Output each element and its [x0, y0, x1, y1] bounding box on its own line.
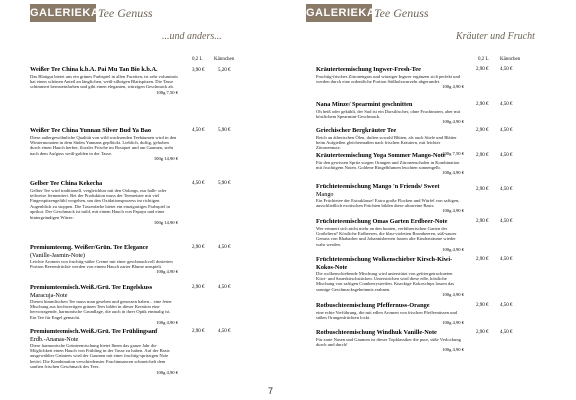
item-price-100g: 100g 7,50 € [442, 150, 464, 156]
item-price-100g: 100g 4,90 € [156, 320, 178, 326]
item-subtitle: Kokos-Note [316, 263, 348, 271]
item-title: Weißer Tee China Yunnan Silver Bud Ya Bao [30, 127, 152, 134]
price-cup: 2,90 € [476, 67, 489, 72]
price-cup: 2,90 € [192, 245, 205, 250]
price-cup: 2,90 € [476, 128, 489, 133]
menu-item [316, 256, 531, 298]
item-price-100g: 100g 4,90 € [442, 247, 464, 253]
item-title: Kräuterteemischung Yoga Sommer Mango-Note [316, 152, 446, 159]
price-pot: 5,90 € [218, 181, 231, 186]
price-pot: 4,50 € [218, 245, 231, 250]
menu-item [30, 244, 245, 275]
item-price-100g: 100g 14,90 € [153, 156, 178, 162]
price-cup: 2,90 € [476, 102, 489, 107]
logo: GALERIEKA [306, 4, 372, 22]
item-description: Diese harmonische Grünteemischung bietet Ihnen das ganze Jahr die Möglichkeit einen Hauch von Frühling in der Tasse zu haben. Auf der Basis ausgewählter Grüntees wird der Gaumen mit einer fruchtig-spritzigen Note betört. Die Kombination verschiedenster Fruchtnuancen schmeichelt dem sanften frischen Geschmack des Tees. [30, 342, 170, 370]
item-title: Premiumteemisch.Weiß./Grü. Tee Frühlingsanf [30, 328, 158, 335]
menu-item [316, 152, 531, 176]
price-pot: 5,90 € [218, 128, 231, 133]
item-price-100g: 100g 4,90 € [442, 84, 464, 90]
price-pot: 4,50 € [500, 303, 513, 308]
right-header [306, 4, 556, 22]
item-price-100g: 100g 4,90 € [442, 170, 464, 176]
item-description: Oh heiß oder gekühlt, der Sud ist ein Durstlöscher, ohne Fruchtnoten, aber mit köstlichem Spearmint-Geschmack. [316, 108, 461, 119]
item-description: Die wolkenschiebende Mischung wird unterstützt von gefriergetrockneten Kiwi- und Sauerkirschstücken. Unterstrichen wird diese edle, köstliche Mischung von saftigen Cranberrystreifen. Knackige Kokoschips lassen das sonnige Geschmacksgeheimnis erahnen. [316, 270, 455, 292]
column-header-cup: 0,2 L [192, 57, 203, 62]
item-price-100g: 100g 4,90 € [442, 320, 464, 326]
price-cup: 2,90 € [476, 153, 489, 158]
item-price-100g: 100g 4,90 € [442, 347, 464, 353]
price-pot: 4,50 € [500, 257, 513, 262]
item-title: Rotbuschteemischung Pfeffernuss-Orange [316, 302, 430, 309]
page-subtitle: Kräuter und Frucht [456, 31, 535, 42]
menu-item [316, 218, 531, 253]
item-price-100g: 100g 4,90 € [442, 119, 464, 125]
item-title: Gelber Tee China Kekecha [30, 180, 103, 187]
menu-item [30, 328, 245, 375]
item-description: Diesen himmlischen Tee muss man gesehen und genossen haben... eine feine Mischung aus hochwertigen grünen Tees bildet in dieser Kreation eine hervorragende, harmonische Grundlage, die auch in ihrer Optik einmalig ist. Ein Tee für Engel gemacht. [30, 298, 172, 320]
item-subtitle: Maracuja-Note [30, 291, 68, 299]
menu-item [316, 66, 531, 90]
item-description: Diese außergewöhnliche Qualität von wild wachsenden Teebäumen wird in den Wintermonaten in dem Süden Yunnans gepflückt. Lieblich, duftig, gehoben durch einen Hauch herber, floraler Frische im Bouquet und am Gaumen, steht nach dem Aufguss weiß-golden in der Tasse. [30, 134, 177, 156]
price-cup: 2,90 € [192, 285, 205, 290]
item-price-100g: 100g 4,90 € [156, 269, 178, 275]
item-description: Für den gewissen Spritz sorgen Orangen und Zitronenschalen in Kombination mit fruchtigem Noten. Goldene Ringelblumen leuchten sonnengelb. [316, 159, 460, 170]
menu-item [30, 66, 245, 95]
price-pot: 4,50 € [218, 285, 231, 290]
item-description: Das Blattgut bietet uns ein grünes Farbspiel in allen Facetten, ist sehr voluminös hat einen schönen Anteil an länglichen, weiß-silbrigen Blattspitzen. Die Tasse schimmert bernsteinfarben und gibt einen eleganten, würzigen Geschmack ab. [30, 73, 178, 90]
column-header-cup: 0,2 L [478, 57, 489, 62]
item-title: Kräuterteemischung Ingwer-Fresh-Tee [316, 66, 421, 73]
price-cup: 2,90 € [476, 330, 489, 335]
price-pot: 4,50 € [500, 128, 513, 133]
price-cup: 2,90 € [476, 257, 489, 262]
item-title: Früchteteemischung Wolkenschieber Kirsch-Kiwi- [316, 256, 453, 263]
price-cup: 2,90 € [476, 219, 489, 224]
item-description: Fruchtig-frisches Zitronengras und würziger Ingwer ergänzen sich perfekt und werden durch eine ordentliche Portion Süßholzwurzeln abgerundet. [316, 73, 461, 84]
menu-item [316, 183, 531, 214]
item-description: Leichte Aromen von fruchtig-süßer Creme mit einer geschmackvoll dosierten Portion Beerenfrüchte werden von einem Hauch zarter Blume umspielt. [30, 258, 173, 269]
item-description: Reich an ätherischen Ölen, duften sowohl Blüten, als auch Stiele und Blätter beim Aufgießen gleichermaßen nach frischen Kräutern, mit leichter Zitronennote. [316, 134, 457, 151]
item-subtitle: Erdb.-Ananas-Note [30, 335, 79, 343]
item-description: Gelber Tee wird traditionell, vergleichbar mit den Oolongs, nur halb- oder teilweise fermentiert. Bei der Produktion muss der Teemeister mit viel Fingerspitzengefühl vorgehen, um den Oxidationsprozess im richtigen Augenblick zu stoppen. Die Tassenfarbe bietet ein einzigartiges Farbspiel in aprikot. Der Geschmack ist mild, mit einem Hauch von Papaya und einer hintergründigen Würze. [30, 187, 170, 220]
item-title: Rotbuschteemischung Windhuk Vanille-Note [316, 329, 437, 336]
item-title: Früchteteemischung Mango 'n Friends/ Sweet [316, 183, 440, 190]
right-page [288, 0, 576, 400]
price-pot: 4,50 € [500, 187, 513, 192]
menu-item [316, 101, 531, 125]
item-subtitle: Mango [316, 190, 334, 198]
item-description: Ein Früchtetee der Extraklasse! Extra große Flocken und Würfel von saftigen, ausschließlich exotischen Früchten bilden diese ultrareine Basis. [316, 197, 460, 208]
item-price-100g: 100g 7,50 € [156, 89, 178, 95]
item-description: Wer erinnert sich nicht mehr an den bunten, verführerischen Garten der Großeltern? Köstliche Erdbeeren, die blau-violetten Brombeeren, süß-saurer Genuss von Rhabarber und Johannisbeeren lassen alte Kinderträume wieder wahr werden. [316, 225, 457, 247]
logo-title: Tee Genuss [98, 6, 153, 20]
price-pot: 4,50 € [500, 219, 513, 224]
price-cup: 3,90 € [192, 68, 205, 73]
item-price-100g: 100g 4,90 € [156, 369, 178, 375]
price-cup: 4,50 € [192, 181, 205, 186]
menu-item [30, 284, 245, 326]
column-header-pot: Kännchen [214, 57, 235, 62]
logo: GALERIEKA [30, 4, 96, 22]
left-header [30, 4, 260, 22]
item-description: Für zarte Nasen und Gaumen ist dieser Topklassiker die pure, süße Verlockung durch und durch! [316, 336, 461, 347]
price-cup: 2,90 € [192, 329, 205, 334]
item-title: Griechischer Bergkräuter Tee [316, 127, 397, 134]
price-pot: 4,50 € [500, 102, 513, 107]
price-pot: 4,50 € [218, 329, 231, 334]
item-price-100g: 100g 4,90 € [442, 208, 464, 214]
item-subtitle: (Vanille-Jasmin-Note) [30, 251, 85, 259]
page-subtitle: ...und anders... [162, 31, 222, 42]
page-number: 7 [268, 386, 274, 396]
menu-item [316, 302, 531, 326]
price-pot: 5,20 € [218, 68, 231, 73]
price-pot: 4,50 € [500, 330, 513, 335]
logo-title: Tee Genuss [374, 6, 429, 20]
menu-item [30, 180, 245, 225]
item-title: Früchteteemischung Omas Garten Erdbeer-Note [316, 218, 448, 225]
item-description: eine echte Verführung, die mit edlen Aromen von frischen Pfeffernüssen und süßen Orangenfrüchten lockt. [316, 309, 458, 320]
column-header-pot: Kännchen [500, 57, 521, 62]
item-title: Premiumteemg. Weißer/Grün. Tee Elegance [30, 244, 149, 251]
price-pot: 4,50 € [500, 153, 513, 158]
price-cup: 4,50 € [192, 128, 205, 133]
item-title: Nana Minze/ Spearmint geschnitten [316, 101, 413, 108]
price-cup: 2,90 € [476, 303, 489, 308]
item-price-100g: 100g 14,90 € [153, 219, 178, 225]
price-pot: 4,50 € [500, 67, 513, 72]
menu-item [30, 127, 245, 162]
item-title: Weißer Tee China k.b.A. Pai Mu Tan Bio k.b.A. [30, 66, 158, 73]
item-title: Premiumteemisch.Weiß./Grü. Tee Engelskuss [30, 284, 153, 291]
menu-item [316, 329, 531, 353]
item-price-100g: 100g 4,90 € [442, 292, 464, 298]
price-cup: 2,90 € [476, 187, 489, 192]
